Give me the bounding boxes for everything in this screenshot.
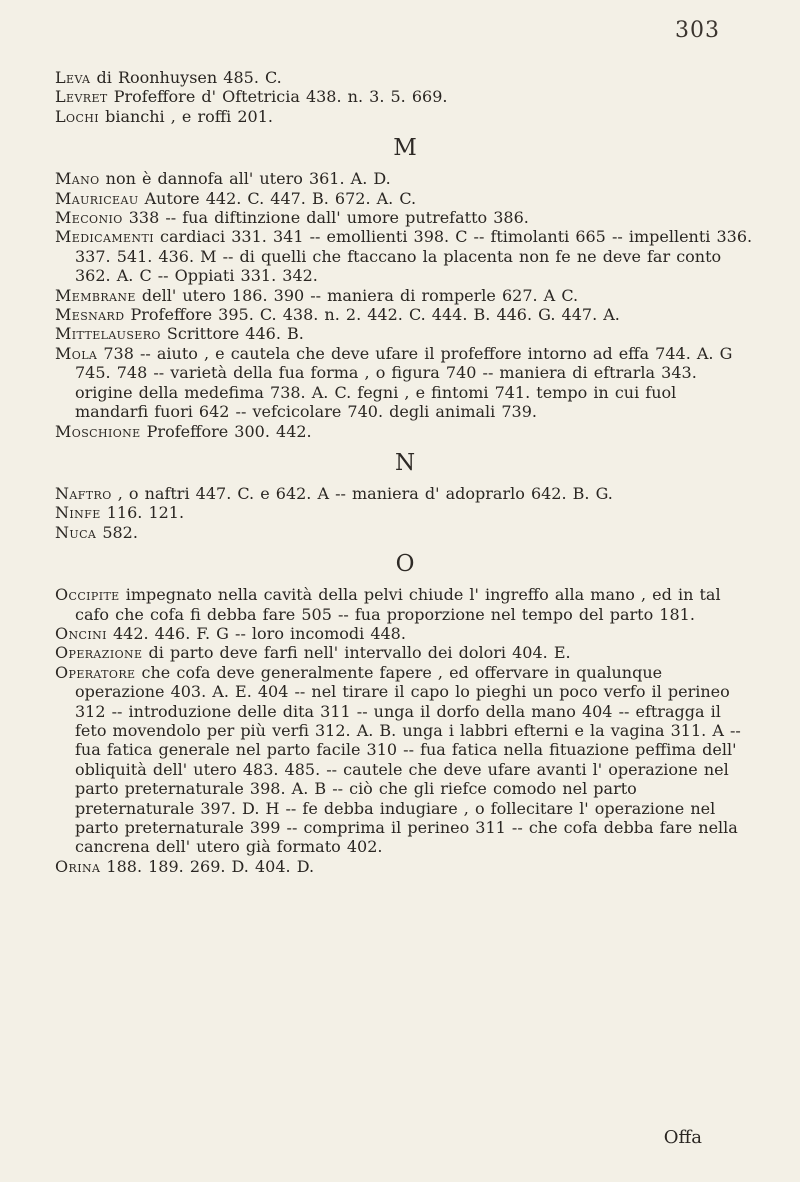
index-entry (55, 857, 755, 876)
entry-references: Profeffore 300. 442. (140, 421, 312, 441)
index-entry (55, 107, 755, 126)
entry-headword: Mano (55, 169, 100, 189)
section-letter-m: M (393, 135, 417, 162)
index-entry (55, 286, 755, 305)
entry-references: bianchi , e roffi 201. (99, 106, 273, 126)
entry-headword: Lochi (55, 106, 99, 126)
entry-headword: Operatore (55, 662, 136, 682)
index-entry (55, 227, 755, 285)
entry-references: Scrittore 446. B. (160, 324, 304, 344)
entry-references: dell' utero 186. 390 -- maniera di romperle 627. A C. (135, 285, 579, 305)
index-entry (55, 585, 755, 624)
entry-headword: Mittelausero (55, 324, 161, 344)
entry-references: impegnato nella cavità della pelvi chiude l' ingreffo alla mano , ed in tal cafo che cofa fi debba fare 505 -- fua proporzione nel tempo del parto 181. (75, 585, 721, 624)
index-entry (55, 484, 755, 503)
entry-headword: Occipite (55, 585, 120, 605)
index-entry (55, 624, 755, 643)
entry-headword: Mola (55, 343, 98, 363)
entry-headword: Leva (55, 68, 91, 87)
page-number: 303 (675, 18, 720, 43)
entry-headword: Mesnard (55, 305, 125, 325)
index-entry (55, 344, 755, 422)
index-entry (55, 87, 755, 106)
entry-headword: Naftro (55, 483, 112, 503)
section-letter-n: N (394, 449, 416, 476)
entry-headword: Orina (55, 856, 101, 876)
entry-references: di Roonhuysen 485. C. (90, 68, 282, 87)
index-entry (55, 324, 755, 343)
entry-references: 116. 121. (100, 503, 185, 523)
entry-references: Autore 442. C. 447. B. 672. A. C. (138, 188, 417, 208)
entry-references: non è dannofa all' utero 361. A. D. (99, 169, 391, 189)
entry-headword: Oncini (55, 623, 107, 643)
index-entry (55, 189, 755, 208)
entry-headword: Levret (55, 87, 108, 107)
index-entry (55, 663, 755, 857)
entry-headword: Operazione (55, 643, 143, 663)
entry-references: 442. 446. F. G -- loro incomodi 448. (106, 623, 406, 643)
index-entry (55, 503, 755, 522)
index-entry (55, 422, 755, 441)
entry-references: 338 -- fua diftinzione dall' umore putrefatto 386. (122, 208, 529, 228)
entry-headword: Moschione (55, 421, 141, 441)
index-entry (55, 68, 755, 87)
index-entry (55, 208, 755, 227)
index-entry (55, 643, 755, 662)
index-entry (55, 305, 755, 324)
index-entry (55, 523, 755, 542)
section-letter-o: O (395, 551, 415, 578)
entry-references: cardiaci 331. 341 -- emollienti 398. C -- ftimolanti 665 -- impellenti 336. 337. 541. 436. M -- di quelli che ftaccano la placenta non fe ne deve far conto 362. A. C -- Oppiati 331. 342. (75, 227, 753, 286)
entry-references: che cofa deve generalmente fapere , ed offervare in qualunque operazione 403. A. E. 404 -- nel tirare il capo lo pieghi un poco verfo il perineo 312 -- introduzione delle dita 311 -- unga il dorfo della mano 404 -- eftragga il feto movendolo per più verfi 312. A. B. unga i labbri efterni e la vagina 311. A -- fua fatica generale nel parto facile 310 -- fua fatica nella fituazione peffima dell' obliquità dell' utero 483. 485. -- cautele che deve ufare avanti l' operazione nel parto preternaturale 398. A. B -- ciò che gli riefce comodo nel parto preternaturale 397. D. H -- fe debba indugiare , o follecitare l' operazione nel parto preternaturale 399 -- comprima il perineo 311 -- che cofa debba fare nella cancrena dell' utero già formato 402. (75, 662, 741, 857)
section-m (55, 169, 755, 441)
entry-references: Profeffore d' Oftetricia 438. n. 3. 5. 669. (107, 87, 448, 107)
section-l (55, 68, 755, 126)
entry-headword: Nuca (55, 522, 97, 542)
entry-references: di parto deve farfi nell' intervallo dei dolori 404. E. (142, 643, 571, 663)
entry-references: 738 -- aiuto , e cautela che deve ufare il profeffore intorno ad effa 744. A. G 745. 748 -- varietà della fua forma , o figura 740 -- maniera di eftrarla 343. origine della medefima 738. A. C. fegni , e fintomi 741. tempo in cui fuol mandarfi fuori 642 -- vefcicolare 740. degli animali 739. (75, 343, 733, 422)
entry-references: , o naftri 447. C. e 642. A -- maniera d' adoprarlo 642. B. G. (111, 483, 613, 503)
entry-references: 582. (96, 522, 138, 542)
catchword: Offa (663, 1127, 702, 1148)
entry-headword: Membrane (55, 285, 136, 305)
entry-headword: Medicamenti (55, 227, 154, 247)
section-n (55, 484, 755, 542)
index-body (55, 68, 755, 876)
entry-references: Profeffore 395. C. 438. n. 2. 442. C. 444. B. 446. G. 447. A. (124, 305, 620, 325)
entry-headword: Ninfe (55, 503, 101, 523)
entry-references: 188. 189. 269. D. 404. D. (100, 856, 315, 876)
entry-headword: Meconio (55, 208, 123, 228)
index-entry (55, 169, 755, 188)
entry-headword: Mauriceau (55, 188, 139, 208)
section-o (55, 585, 755, 876)
